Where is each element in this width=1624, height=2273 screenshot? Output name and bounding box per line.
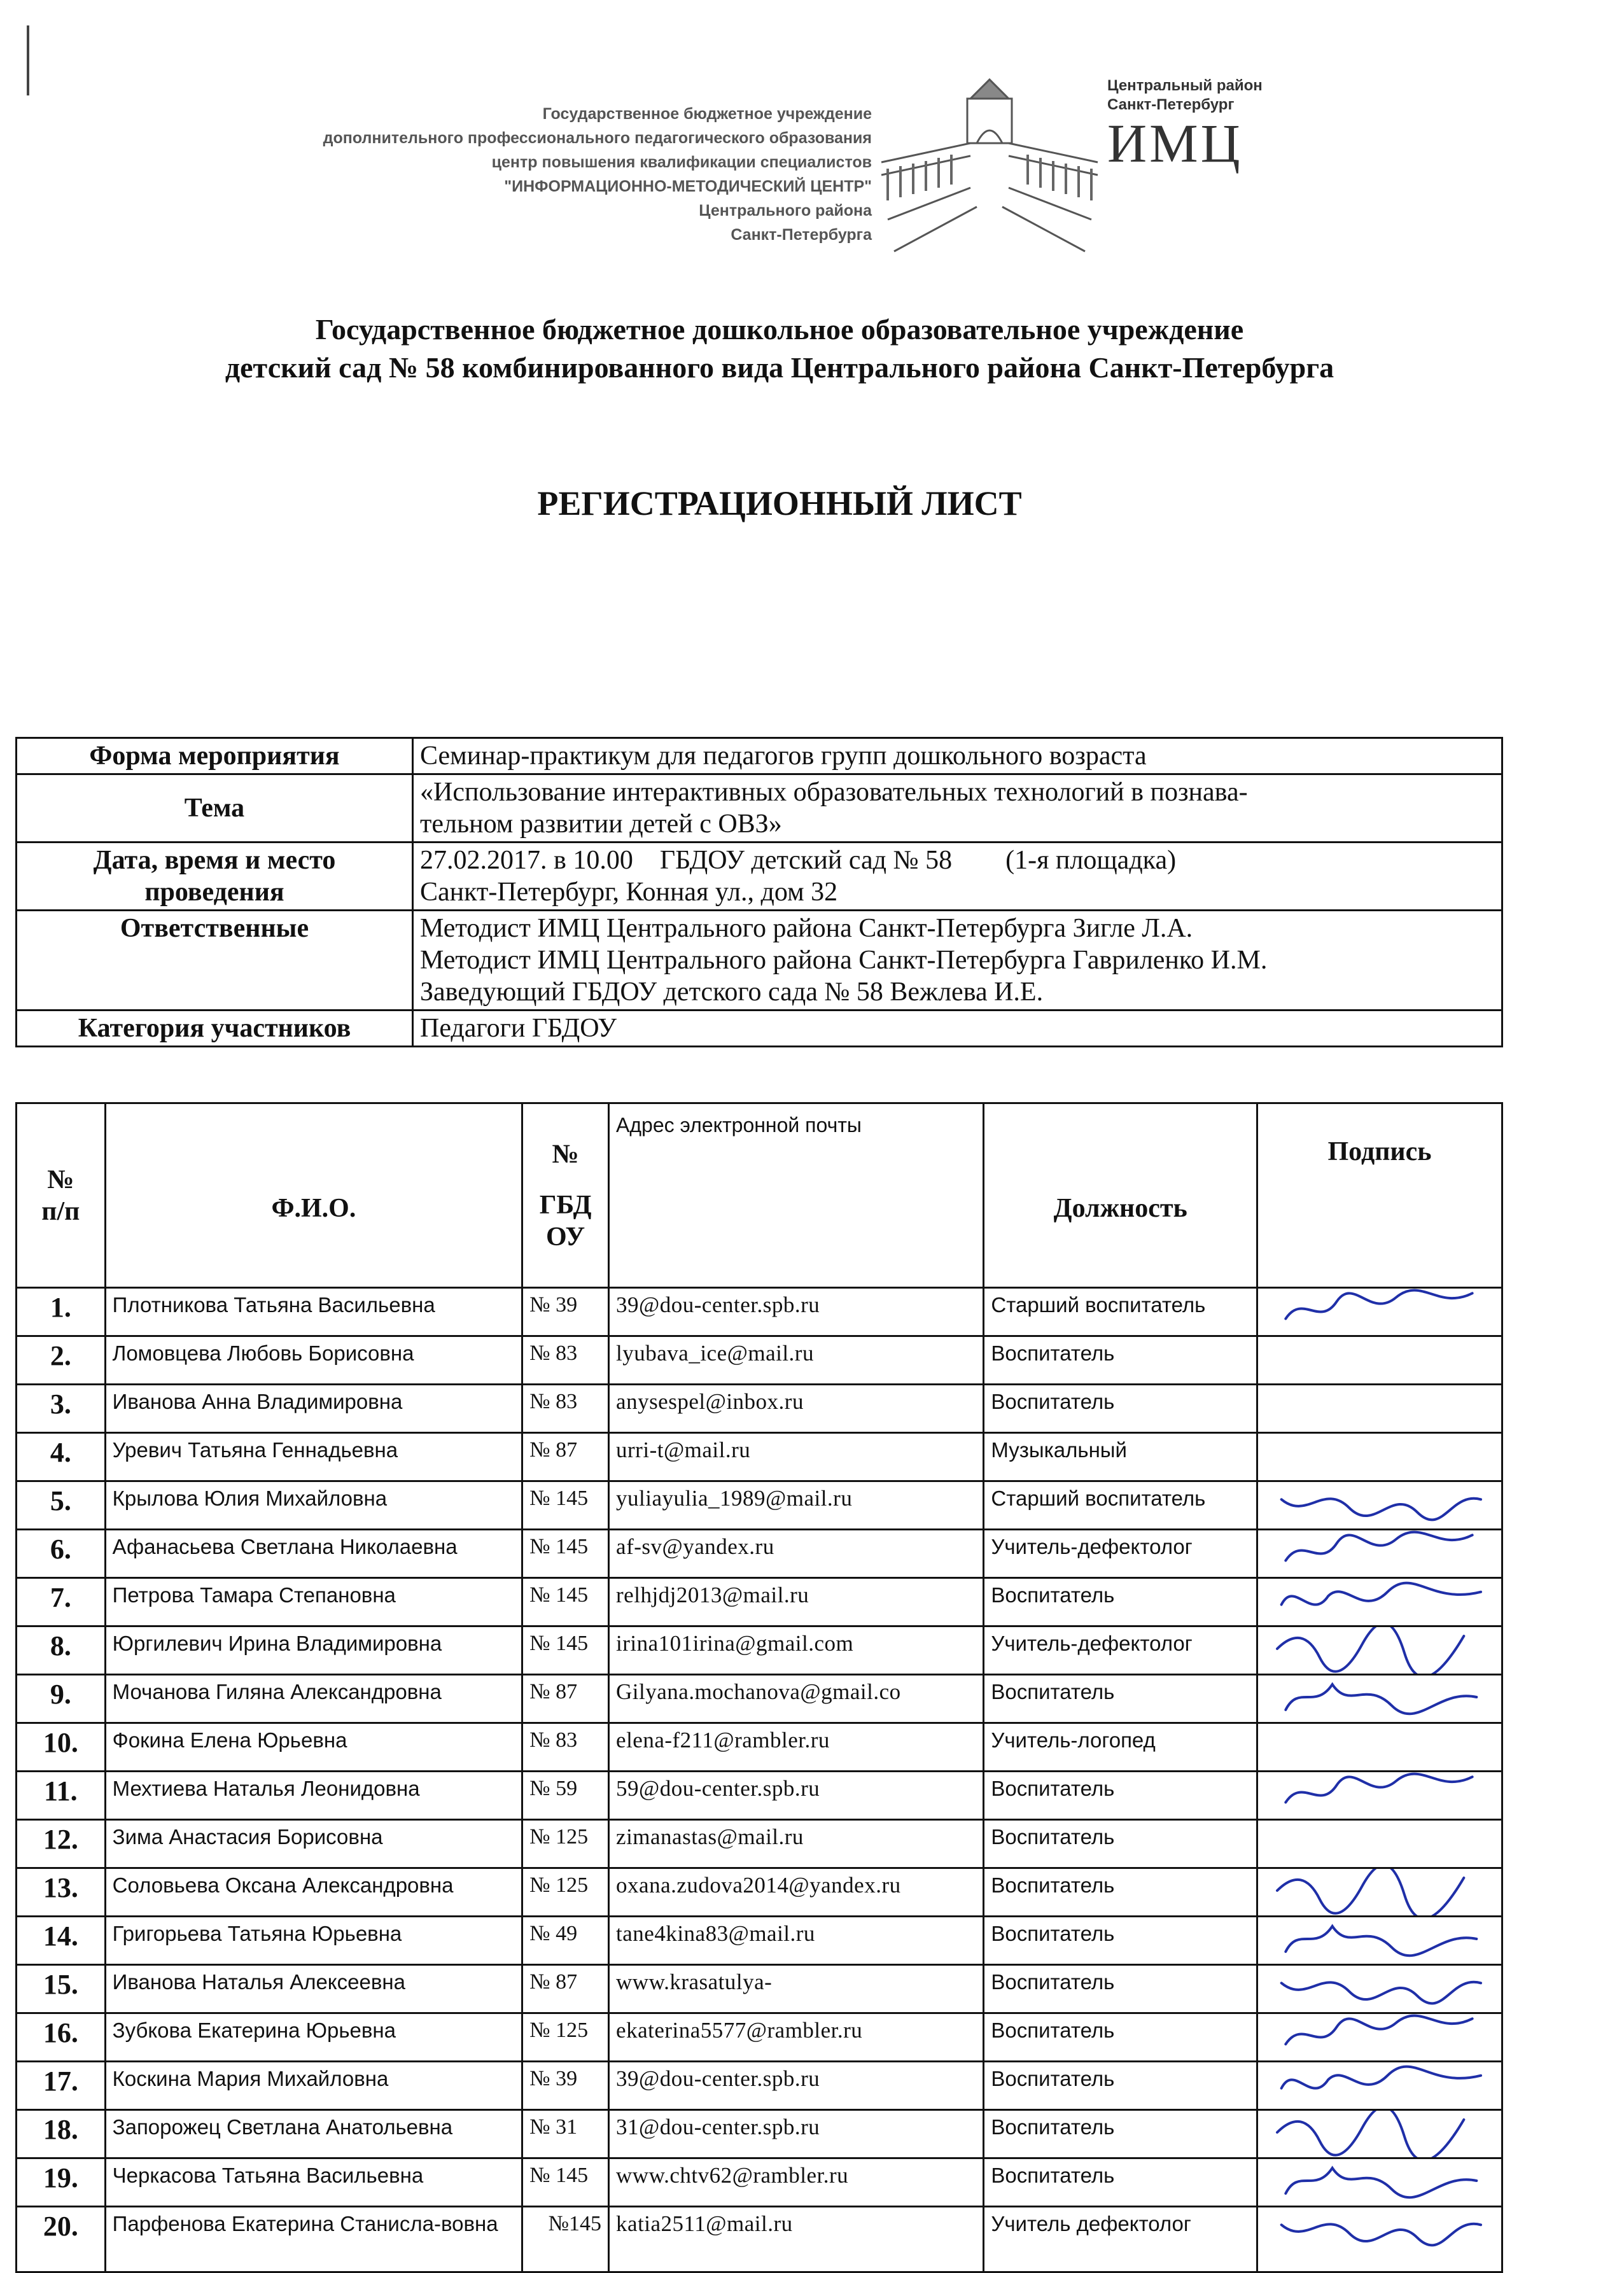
table-row xyxy=(17,1868,1502,1917)
signature-cell xyxy=(1257,2110,1502,2158)
participant-position: Воспитатель xyxy=(984,1675,1257,1723)
signature-cell xyxy=(1257,1675,1502,1723)
signature-cell xyxy=(1257,1288,1502,1336)
info-value-line: Заведующий ГБДОУ детского сада № 58 Вежлева И.Е. xyxy=(420,977,1044,1007)
participant-name: Запорожец Светлана Анатольевна xyxy=(105,2110,522,2158)
participant-name: Парфенова Екатерина Станисла-вовна xyxy=(105,2207,522,2272)
admiralty-building-logo xyxy=(875,73,1104,264)
participant-school: № 145 xyxy=(522,1530,609,1578)
participant-position: Воспитатель xyxy=(984,1965,1257,2013)
signature-cell xyxy=(1257,1917,1502,1965)
handwritten-signature xyxy=(1258,1772,1500,1820)
handwritten-signature xyxy=(1258,1965,1500,2013)
participant-email: zimanastas@mail.ru xyxy=(609,1820,984,1868)
col-header-text: ОУ xyxy=(546,1222,585,1252)
participant-name: Зима Анастасия Борисовна xyxy=(105,1820,522,1868)
participant-email: irina101irina@gmail.com xyxy=(609,1626,984,1675)
participant-school: №145 xyxy=(522,2207,609,2272)
signature-cell xyxy=(1257,1481,1502,1530)
row-number: 9. xyxy=(17,1675,106,1723)
participant-email: Gilyana.mochanova@gmail.co xyxy=(609,1675,984,1723)
col-header-signature: Подпись xyxy=(1257,1103,1502,1288)
participant-school: № 87 xyxy=(522,1675,609,1723)
info-label: Форма мероприятия xyxy=(17,738,413,774)
row-number: 16. xyxy=(17,2013,106,2062)
participant-name: Ломовцева Любовь Борисовна xyxy=(105,1336,522,1385)
info-row-date xyxy=(17,843,1502,911)
handwritten-signature xyxy=(1258,2013,1500,2062)
info-value-line: Методист ИМЦ Центрального района Санкт-Петербурга Зигле Л.А. xyxy=(420,914,1193,943)
handwritten-signature xyxy=(1258,1288,1500,1336)
table-row xyxy=(17,2062,1502,2110)
info-value xyxy=(413,843,1502,911)
participant-name: Крылова Юлия Михайловна xyxy=(105,1481,522,1530)
scan-mark xyxy=(27,25,29,95)
row-number: 19. xyxy=(17,2158,106,2207)
row-number: 10. xyxy=(17,1723,106,1772)
table-row xyxy=(17,2158,1502,2207)
participant-name: Коскина Мария Михайловна xyxy=(105,2062,522,2110)
participant-school: № 59 xyxy=(522,1772,609,1820)
col-header-text: п/п xyxy=(41,1196,80,1226)
signature-cell xyxy=(1257,2013,1502,2062)
logo-city: Санкт-Петербург xyxy=(1107,96,1235,113)
row-number: 14. xyxy=(17,1917,106,1965)
signature-cell xyxy=(1257,1723,1502,1772)
info-row-responsible xyxy=(17,911,1502,1011)
table-row xyxy=(17,2207,1502,2272)
participant-email: tane4kina83@mail.ru xyxy=(609,1917,984,1965)
col-header-text: № xyxy=(47,1164,74,1194)
participant-name: Зубкова Екатерина Юрьевна xyxy=(105,2013,522,2062)
participant-name: Афанасьева Светлана Николаевна xyxy=(105,1530,522,1578)
participant-email: oxana.zudova2014@yandex.ru xyxy=(609,1868,984,1917)
handwritten-signature xyxy=(1258,1626,1500,1675)
table-row xyxy=(17,1385,1502,1433)
registration-header-row xyxy=(17,1103,1502,1288)
participant-email: 31@dou-center.spb.ru xyxy=(609,2110,984,2158)
signature-cell xyxy=(1257,1772,1502,1820)
col-header-school xyxy=(522,1103,609,1288)
registration-table xyxy=(15,1102,1503,2273)
handwritten-signature xyxy=(1258,2207,1500,2255)
document-title: РЕГИСТРАЦИОННЫЙ ЛИСТ xyxy=(537,484,1022,522)
signature-cell xyxy=(1257,1336,1502,1385)
participant-position: Воспитатель xyxy=(984,1385,1257,1433)
participant-position: Учитель-логопед xyxy=(984,1723,1257,1772)
table-row xyxy=(17,1675,1502,1723)
table-row xyxy=(17,1820,1502,1868)
table-row xyxy=(17,1336,1502,1385)
handwritten-signature xyxy=(1258,1868,1500,1917)
participant-name: Иванова Анна Владимировна xyxy=(105,1385,522,1433)
participant-email: urri-t@mail.ru xyxy=(609,1433,984,1481)
row-number: 4. xyxy=(17,1433,106,1481)
info-value: Семинар-практикум для педагогов групп дошкольного возраста xyxy=(413,738,1502,774)
info-row-category xyxy=(17,1011,1502,1047)
row-number: 13. xyxy=(17,1868,106,1917)
participant-name: Юргилевич Ирина Владимировна xyxy=(105,1626,522,1675)
participant-school: № 83 xyxy=(522,1336,609,1385)
info-value-line: тельном развитии детей с ОВЗ» xyxy=(420,809,782,839)
participant-position: Воспитатель xyxy=(984,2062,1257,2110)
handwritten-signature xyxy=(1258,2158,1500,2207)
school-name-line: Государственное бюджетное дошкольное образовательное учреждение xyxy=(315,313,1244,346)
org-line: центр повышения квалификации специалистов xyxy=(491,153,872,171)
participant-position: Воспитатель xyxy=(984,1336,1257,1385)
participant-name: Соловьева Оксана Александровна xyxy=(105,1868,522,1917)
participant-school: № 49 xyxy=(522,1917,609,1965)
org-line: Санкт-Петербурга xyxy=(731,226,872,244)
participant-position: Воспитатель xyxy=(984,1917,1257,1965)
participant-school: № 87 xyxy=(522,1433,609,1481)
row-number: 17. xyxy=(17,2062,106,2110)
table-row xyxy=(17,1965,1502,2013)
info-value-line: 27.02.2017. в 10.00 ГБДОУ детский сад № 58 (1-я площадка) xyxy=(420,846,1177,875)
info-value-line: Санкт-Петербург, Конная ул., дом 32 xyxy=(420,878,838,907)
row-number: 18. xyxy=(17,2110,106,2158)
signature-cell xyxy=(1257,1433,1502,1481)
signature-cell xyxy=(1257,1530,1502,1578)
event-info-table xyxy=(15,737,1503,1047)
participant-school: № 145 xyxy=(522,2158,609,2207)
participant-position: Старший воспитатель xyxy=(984,1288,1257,1336)
org-line: "ИНФОРМАЦИОННО-МЕТОДИЧЕСКИЙ ЦЕНТР" xyxy=(504,178,872,195)
table-row xyxy=(17,1481,1502,1530)
participant-email: 39@dou-center.spb.ru xyxy=(609,2062,984,2110)
row-number: 1. xyxy=(17,1288,106,1336)
info-value-line: «Использование интерактивных образовательных технологий в познава- xyxy=(420,778,1248,807)
info-label: Категория участников xyxy=(17,1011,413,1047)
row-number: 15. xyxy=(17,1965,106,2013)
row-number: 6. xyxy=(17,1530,106,1578)
logo-district: Центральный район xyxy=(1107,77,1263,94)
table-row xyxy=(17,1917,1502,1965)
info-value xyxy=(413,774,1502,843)
participant-email: af-sv@yandex.ru xyxy=(609,1530,984,1578)
participant-position: Учитель дефектолог xyxy=(984,2207,1257,2272)
participant-position: Учитель-дефектолог xyxy=(984,1530,1257,1578)
table-row xyxy=(17,1723,1502,1772)
row-number: 12. xyxy=(17,1820,106,1868)
participant-name: Иванова Наталья Алексеевна xyxy=(105,1965,522,2013)
participant-email: elena-f211@rambler.ru xyxy=(609,1723,984,1772)
info-label: Ответственные xyxy=(17,911,413,1011)
org-line: Государственное бюджетное учреждение xyxy=(542,105,872,123)
col-header-fio: Ф.И.О. xyxy=(105,1103,522,1288)
handwritten-signature xyxy=(1258,2110,1500,2158)
col-header-email: Адрес электронной почты xyxy=(609,1103,984,1288)
signature-cell xyxy=(1257,1385,1502,1433)
info-label-line: проведения xyxy=(144,878,284,907)
participant-position: Воспитатель xyxy=(984,1820,1257,1868)
signature-cell xyxy=(1257,1626,1502,1675)
info-row-topic xyxy=(17,774,1502,843)
participant-position: Воспитатель xyxy=(984,1578,1257,1626)
participant-school: № 39 xyxy=(522,1288,609,1336)
row-number: 20. xyxy=(17,2207,106,2272)
logo-imc: ИМЦ xyxy=(1107,113,1243,174)
participant-email: lyubava_ice@mail.ru xyxy=(609,1336,984,1385)
info-value: Педагоги ГБДОУ xyxy=(413,1011,1502,1047)
table-row xyxy=(17,1433,1502,1481)
participant-name: Мочанова Гиляна Александровна xyxy=(105,1675,522,1723)
participant-email: www.krasatulya- xyxy=(609,1965,984,2013)
row-number: 7. xyxy=(17,1578,106,1626)
col-header-text: ГБД xyxy=(539,1190,592,1220)
participant-position: Воспитатель xyxy=(984,1772,1257,1820)
row-number: 11. xyxy=(17,1772,106,1820)
signature-cell xyxy=(1257,2158,1502,2207)
participant-position: Воспитатель xyxy=(984,1868,1257,1917)
participant-school: № 145 xyxy=(522,1481,609,1530)
participant-position: Старший воспитатель xyxy=(984,1481,1257,1530)
handwritten-signature xyxy=(1258,1917,1500,1965)
org-line: Центрального района xyxy=(699,202,872,220)
table-row xyxy=(17,1772,1502,1820)
participant-position: Воспитатель xyxy=(984,2013,1257,2062)
participant-school: № 145 xyxy=(522,1626,609,1675)
participant-school: № 31 xyxy=(522,2110,609,2158)
participant-email: 39@dou-center.spb.ru xyxy=(609,1288,984,1336)
signature-cell xyxy=(1257,1820,1502,1868)
school-name xyxy=(64,311,1495,387)
handwritten-signature xyxy=(1258,1530,1500,1578)
handwritten-signature xyxy=(1258,1578,1500,1626)
participant-school: № 39 xyxy=(522,2062,609,2110)
participant-school: № 125 xyxy=(522,1820,609,1868)
table-row xyxy=(17,2110,1502,2158)
logo-text xyxy=(1107,76,1273,172)
participant-name: Черкасова Татьяна Васильевна xyxy=(105,2158,522,2207)
participant-school: № 83 xyxy=(522,1723,609,1772)
table-row xyxy=(17,1626,1502,1675)
participant-email: katia2511@mail.ru xyxy=(609,2207,984,2272)
participant-email: 59@dou-center.spb.ru xyxy=(609,1772,984,1820)
info-label-line: Дата, время и место xyxy=(93,846,336,875)
participant-position: Музыкальный xyxy=(984,1433,1257,1481)
participant-name: Фокина Елена Юрьевна xyxy=(105,1723,522,1772)
school-name-line: детский сад № 58 комбинированного вида Центрального района Санкт-Петербурга xyxy=(225,351,1334,384)
participant-school: № 145 xyxy=(522,1578,609,1626)
participant-school: № 125 xyxy=(522,2013,609,2062)
row-number: 8. xyxy=(17,1626,106,1675)
handwritten-signature xyxy=(1258,1481,1500,1530)
participant-name: Петрова Тамара Степановна xyxy=(105,1578,522,1626)
participant-school: № 87 xyxy=(522,1965,609,2013)
participant-name: Уревич Татьяна Геннадьевна xyxy=(105,1433,522,1481)
org-header-lines xyxy=(242,102,872,247)
table-row xyxy=(17,1288,1502,1336)
signature-cell xyxy=(1257,2062,1502,2110)
participant-school: № 83 xyxy=(522,1385,609,1433)
org-line: дополнительного профессионального педагогического образования xyxy=(323,129,872,147)
participant-email: ekaterina5577@rambler.ru xyxy=(609,2013,984,2062)
participant-position: Учитель-дефектолог xyxy=(984,1626,1257,1675)
col-header-number xyxy=(17,1103,106,1288)
signature-cell xyxy=(1257,1965,1502,2013)
info-value xyxy=(413,911,1502,1011)
participant-name: Григорьева Татьяна Юрьевна xyxy=(105,1917,522,1965)
col-header-text: № xyxy=(552,1139,579,1169)
participant-name: Мехтиева Наталья Леонидовна xyxy=(105,1772,522,1820)
signature-cell xyxy=(1257,1578,1502,1626)
participant-email: yuliayulia_1989@mail.ru xyxy=(609,1481,984,1530)
participant-school: № 125 xyxy=(522,1868,609,1917)
participant-position: Воспитатель xyxy=(984,2158,1257,2207)
row-number: 5. xyxy=(17,1481,106,1530)
handwritten-signature xyxy=(1258,2062,1500,2110)
info-row-form xyxy=(17,738,1502,774)
info-label: Тема xyxy=(17,774,413,843)
participant-name: Плотникова Татьяна Васильевна xyxy=(105,1288,522,1336)
row-number: 2. xyxy=(17,1336,106,1385)
table-row xyxy=(17,1578,1502,1626)
row-number: 3. xyxy=(17,1385,106,1433)
col-header-position: Должность xyxy=(984,1103,1257,1288)
participant-email: anysespel@inbox.ru xyxy=(609,1385,984,1433)
info-value-line: Методист ИМЦ Центрального района Санкт-Петербурга Гавриленко И.М. xyxy=(420,946,1268,975)
signature-cell xyxy=(1257,2207,1502,2272)
participant-email: relhjdj2013@mail.ru xyxy=(609,1578,984,1626)
participant-email: www.chtv62@rambler.ru xyxy=(609,2158,984,2207)
handwritten-signature xyxy=(1258,1675,1500,1723)
signature-cell xyxy=(1257,1868,1502,1917)
participant-position: Воспитатель xyxy=(984,2110,1257,2158)
table-row xyxy=(17,1530,1502,1578)
info-label xyxy=(17,843,413,911)
table-row xyxy=(17,2013,1502,2062)
